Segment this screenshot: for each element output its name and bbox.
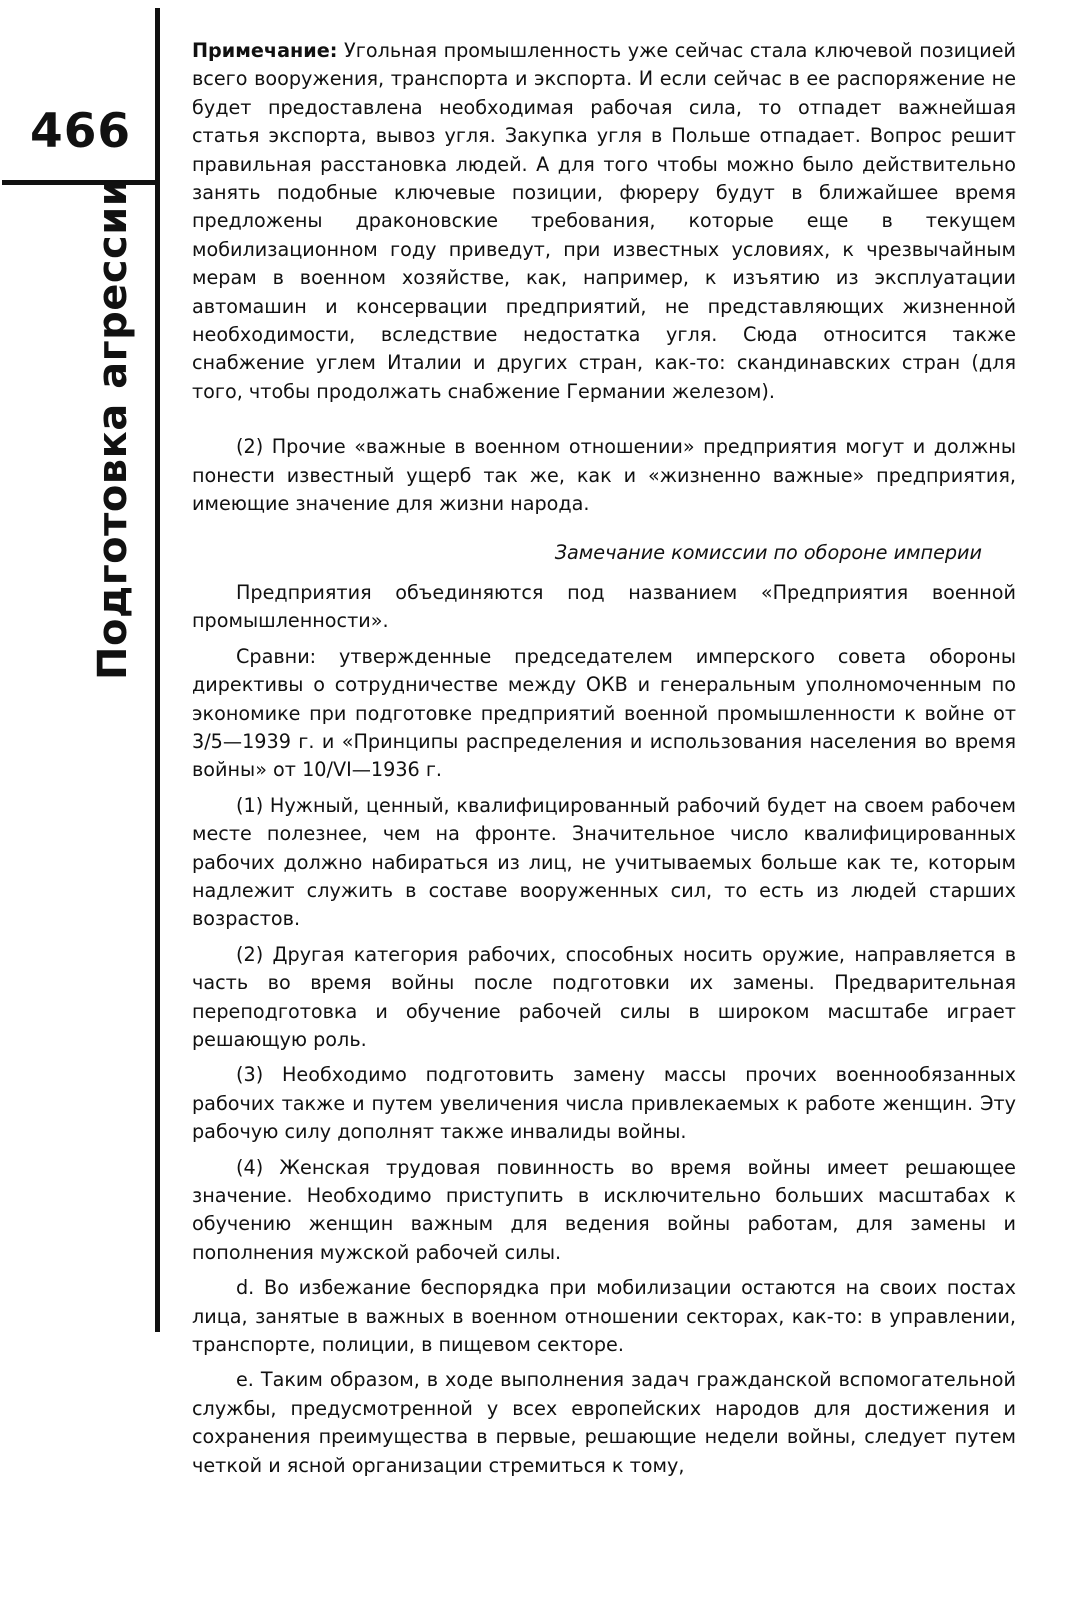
body-text: [192, 37, 1016, 1487]
paragraph: Сравни: утвержденные председателем имперского совета обороны директивы о сотрудничестве между ОКВ и генеральным уполномоченным по экономике при подготовке предприятий военной промышленности к войне от 3/5—1939 г. и «Принципы распределения и использования населения во время войны» от 10/VI—1936 г.: [192, 644, 1016, 782]
note-paragraph: [192, 37, 1016, 406]
paragraph: d. Во избежание беспорядка при мобилизации остаются на своих постах лица, занятые в важных в военном отношении секторах, как-то: в управлении, транспорте, полиции, в пищевом секторе.: [192, 1276, 1016, 1357]
margin-vertical-rule: [155, 8, 160, 1332]
note-text: Угольная промышленность уже сейчас стала ключевой позицией всего вооружения, транспорта и экспорта. И если сейчас в ее распоряжение не будет предоставлена необходимая рабочая сила, то отпадет важнейшая статья экспорта, вывоз угля. Закупка угля в Польше отпадает. Вопрос решит правильная расстановка людей. А для того чтобы можно было действительно занять подобные ключевые позиции, фюреру будут в ближайшее время предложены драконовские требования, которые еще в текущем мобилизационном году приведут, при известных условиях, к чрезвычайным мерам в военном хозяйстве, как, например, к изъятию из эксплуатации автомашин и консервации предприятий, не представляющих жизненной необходимости, вследствие недостатка угля. Сюда относится также снабжение углем Италии и других стран, как-то: скандинавских стран (для того, чтобы продолжать снабжение Германии железом).: [192, 39, 1016, 403]
paragraph: (4) Женская трудовая повинность во время войны имеет решающее значение. Необходимо приступить в исключительно больших масштабах к обучению женщин важным для ведения войны работам, для замены и пополнения мужской рабочей силы.: [192, 1155, 1016, 1264]
section-heading: Замечание комиссии по обороне империи: [554, 540, 982, 564]
paragraph: е. Таким образом, в ходе выполнения задач гражданской вспомогательной службы, предусмотренной у всех европейских народов для достижения и сохранения преимущества в первые, решающие недели войны, следует путем четкой и ясной организации стремиться к тому,: [192, 1368, 1016, 1477]
running-head: Подготовка агрессии: [90, 177, 136, 680]
paragraph: Предприятия объединяются под названием «Предприятия военной промышленности».: [192, 580, 1016, 633]
paragraph: (1) Нужный, ценный, квалифицированный рабочий будет на своем рабочем месте полезнее, чем на фронте. Значительное число квалифицированных рабочих должно набираться из лиц, не учитываемых больше как те, которым надлежит служить в составе вооруженных сил, то есть из людей старших возрастов.: [192, 793, 1016, 931]
paragraph: (3) Необходимо подготовить замену массы прочих военнообязанных рабочих также и путем увеличения числа привлекаемых к работе женщин. Эту рабочую силу дополнят также инвалиды войны.: [192, 1063, 1016, 1144]
paragraph: (2) Прочие «важные в военном отношении» предприятия могут и должны понести известный ущерб так же, как и «жизненно важные» предприятия, имеющие значение для жизни народа.: [192, 435, 1016, 516]
header-rule: [2, 180, 160, 185]
note-label: Примечание:: [192, 39, 338, 62]
paragraph: (2) Другая категория рабочих, способных носить оружие, направляется в часть во время войны после подготовки их замены. Предварительная переподготовка и обучение рабочей силы в широком масштабе играет решающую роль.: [192, 942, 1016, 1051]
page-number: 466: [30, 104, 132, 159]
